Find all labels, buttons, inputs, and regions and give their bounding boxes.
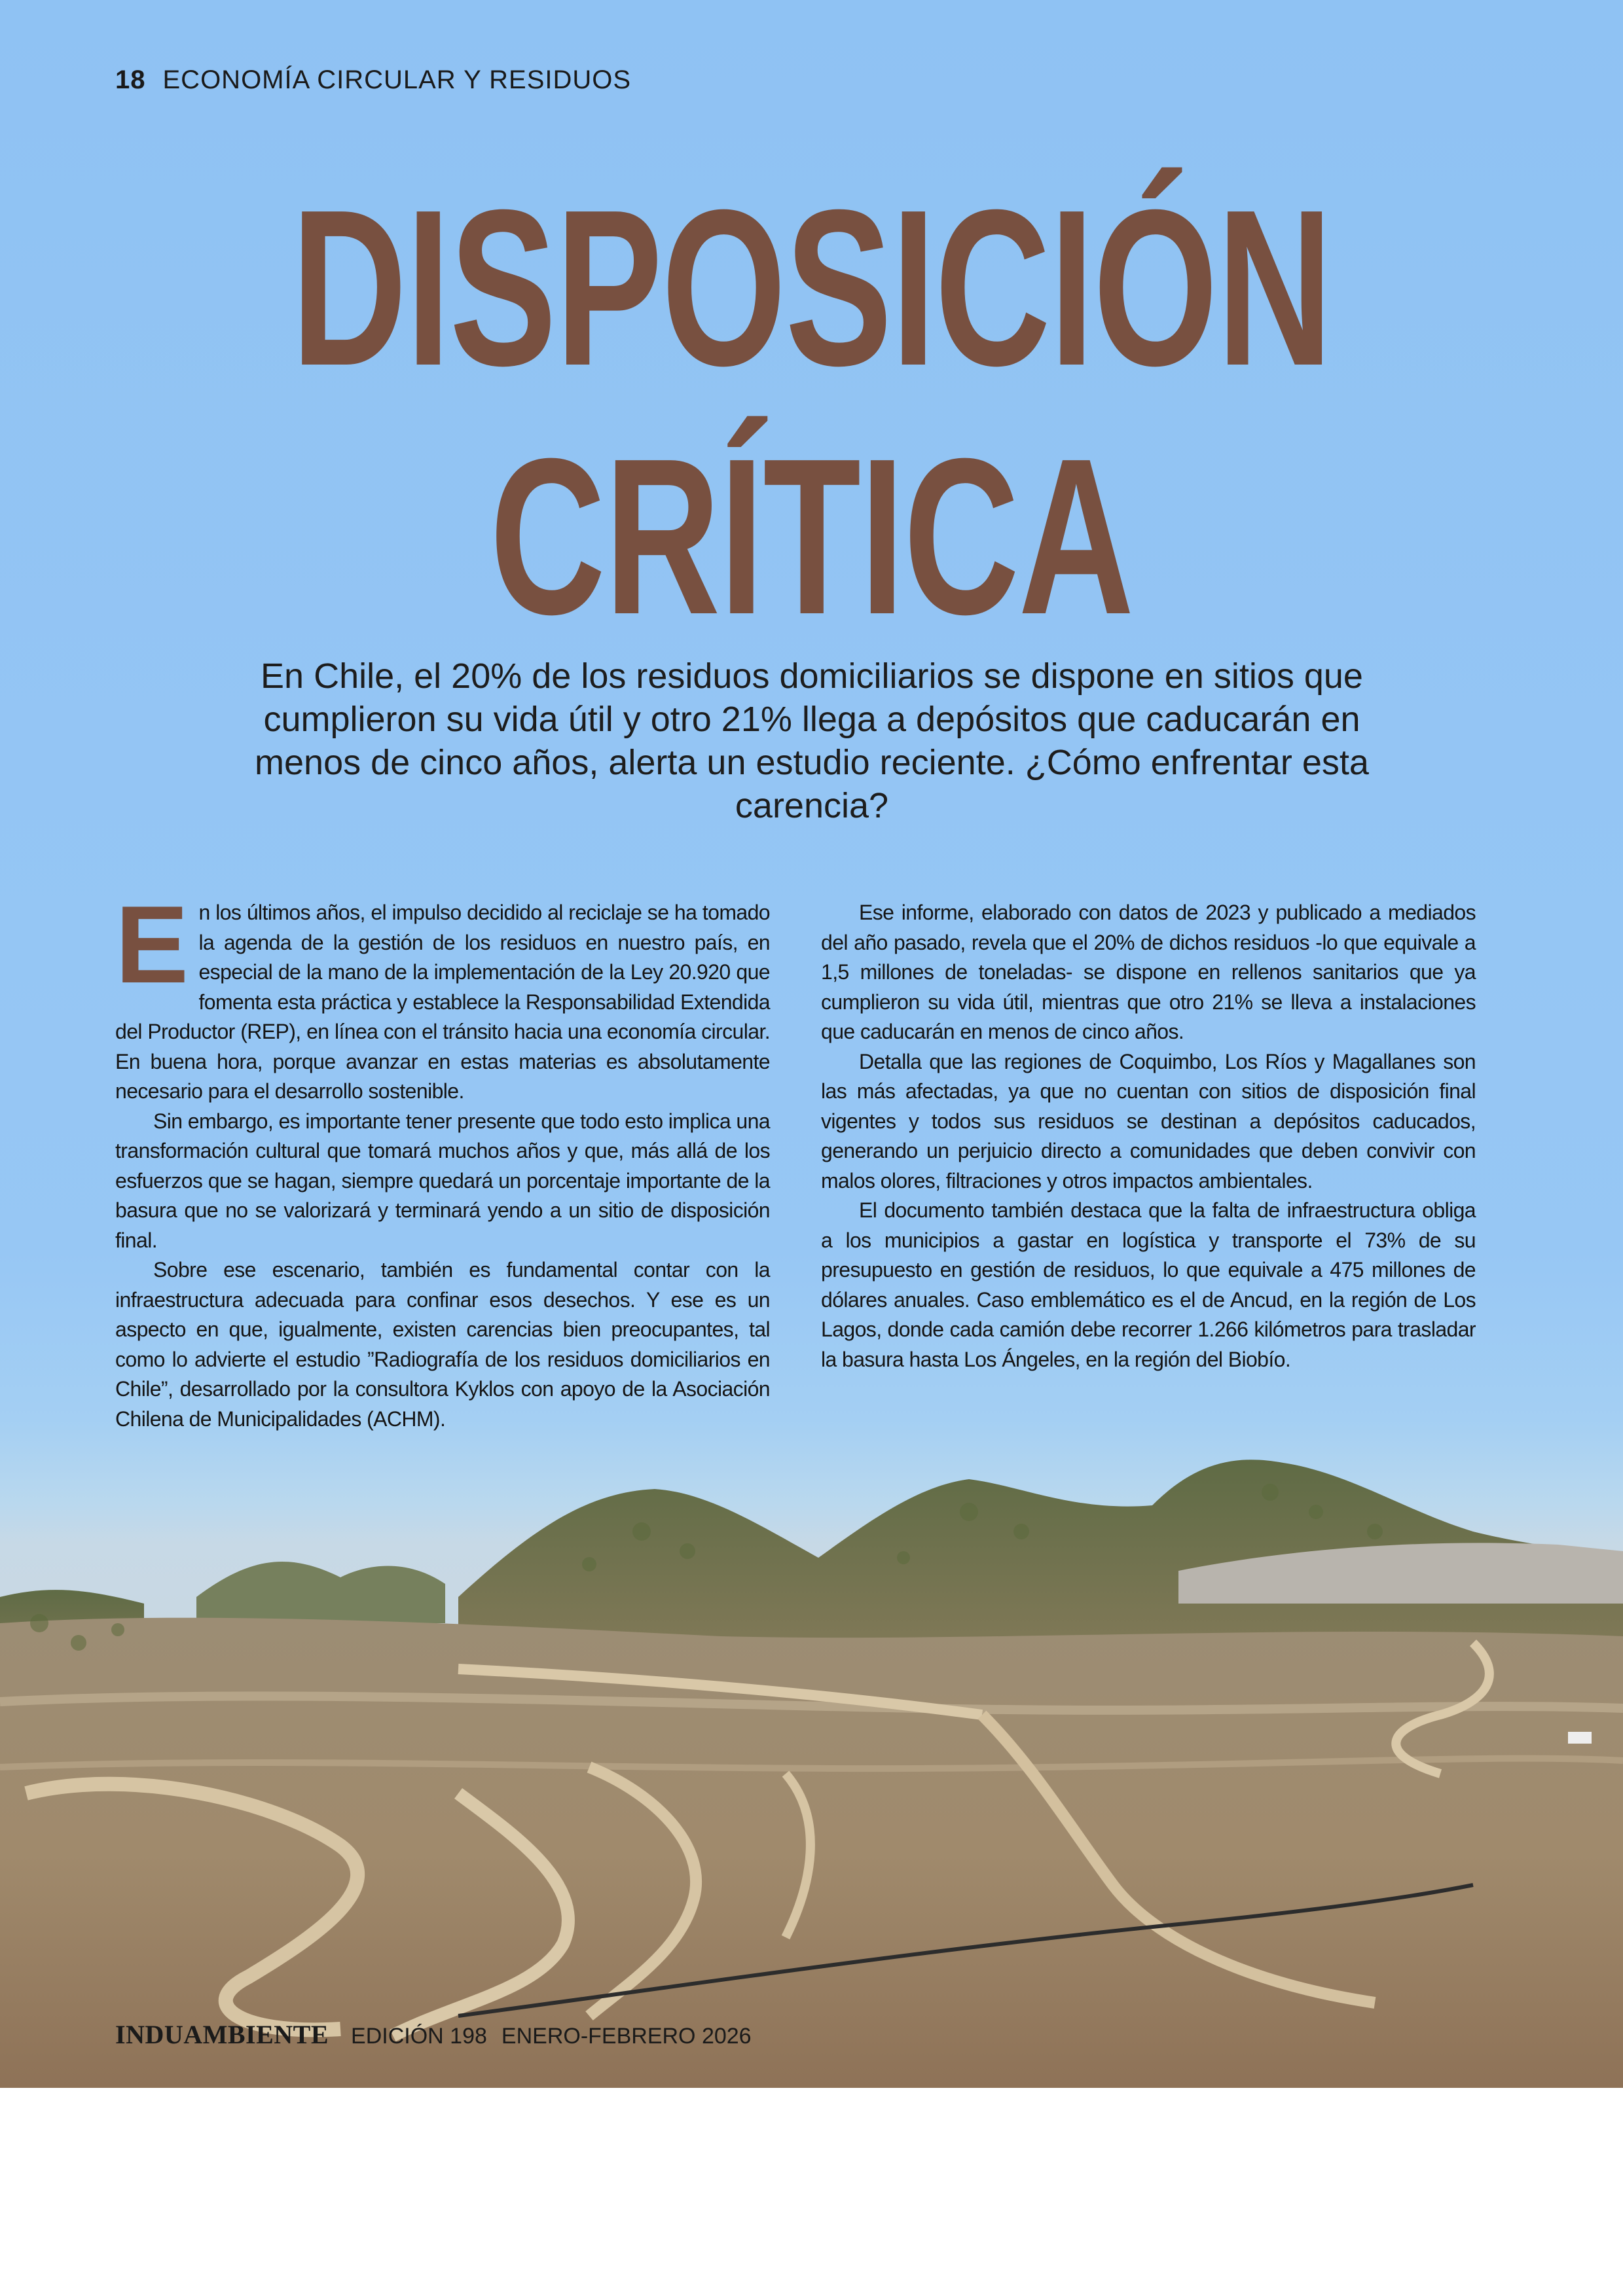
magazine-logo: INDUAMBIENTE <box>115 2020 329 2049</box>
edition-number: EDICIÓN 198 <box>351 2024 487 2049</box>
article-paragraph-3: Sobre ese escenario, también es fundamental contar con la infraestructura adecuada para confinar esos desechos. Y ese es un aspecto en que, igualmente, existen carencias bien preocupantes, tal como lo advierte el estudio ”Radiografía de los residuos domiciliarios en Chile”, desarrollado por la consultora Kyklos con apoyo de la Asociación Chilena de Municipalidades (ACHM). <box>115 1258 770 1431</box>
headline-line-2: CRÍTICA <box>490 412 1133 661</box>
article-paragraph-5: Detalla que las regiones de Coquimbo, Los Ríos y Magallanes son las más afectadas, ya que no cuentan con sitios de disposición final vigentes y todos sus residuos se destinan a depósitos caducados, generando un perjuicio directo a comunidades que deben convivir con malos olores, filtraciones y otros impactos ambientales. <box>821 1049 1476 1193</box>
article-paragraph-6: El documento también destaca que la falta de infraestructura obliga a los municipios a gastar en logística y transporte el 73% de su presupuesto en gestión de residuos, lo que equivale a 475 millones de dólares anuales. Caso emblemático es el de Ancud, en la región de Los Lagos, donde cada camión debe recorrer 1.266 kilómetros para trasladar la basura hasta Los Ángeles, en la región del Biobío. <box>821 1198 1476 1371</box>
section-title: ECONOMÍA CIRCULAR Y RESIDUOS <box>162 65 632 94</box>
article-paragraph-1: n los últimos años, el impulso decidido al reciclaje se ha tomado la agenda de la gestión de los residuos en nuestro país, en especial de la mano de la implementación de la Ley 20.920 que fomenta esta práctica y establece la Responsabilidad Extendida del Productor (REP), en línea con el tránsito hacia una economía circular. En buena hora, porque avanzar en estas materias es absolutamente necesario para el desarrollo sostenible. <box>115 901 770 1103</box>
article-column-right <box>821 898 1476 1374</box>
page-number: 18 <box>115 65 146 94</box>
distant-hills <box>196 1562 445 1623</box>
page-footer <box>115 2019 752 2050</box>
drop-cap: E <box>115 883 189 1006</box>
article-column-left <box>115 883 770 1434</box>
headline-line-1: DISPOSICIÓN <box>291 164 1332 412</box>
landfill-photo <box>0 1427 1623 2088</box>
edition-period: ENERO-FEBRERO 2026 <box>501 2024 752 2049</box>
pickup-truck <box>1568 1732 1592 1744</box>
article-paragraph-4: Ese informe, elaborado con datos de 2023 y publicado a mediados del año pasado, revela que el 20% de dichos residuos -lo que equivale a 1,5 millones de toneladas- se dispone en rellenos sanitarios que ya cumplieron su vida útil, mientras que otro 21% se lleva a instalaciones que caducarán en menos de cinco años. <box>821 901 1476 1043</box>
article-paragraph-2: Sin embargo, es importante tener presente que todo esto implica una transformación cultural que tomará muchos años y que, más allá de los esfuerzos que se hagan, siempre quedará un porcentaje importante de la basura que no se valorizará y terminará yendo a un sitio de disposición final. <box>115 1109 770 1252</box>
deck-subtitle: En Chile, el 20% de los residuos domiciliarios se dispone en sitios que cumplieron su vida útil y otro 21% llega a depósitos que caducarán en menos de cinco años, alerta un estudio reciente. ¿Cómo enfrentar esta carencia? <box>255 656 1369 825</box>
page-header <box>115 65 631 95</box>
